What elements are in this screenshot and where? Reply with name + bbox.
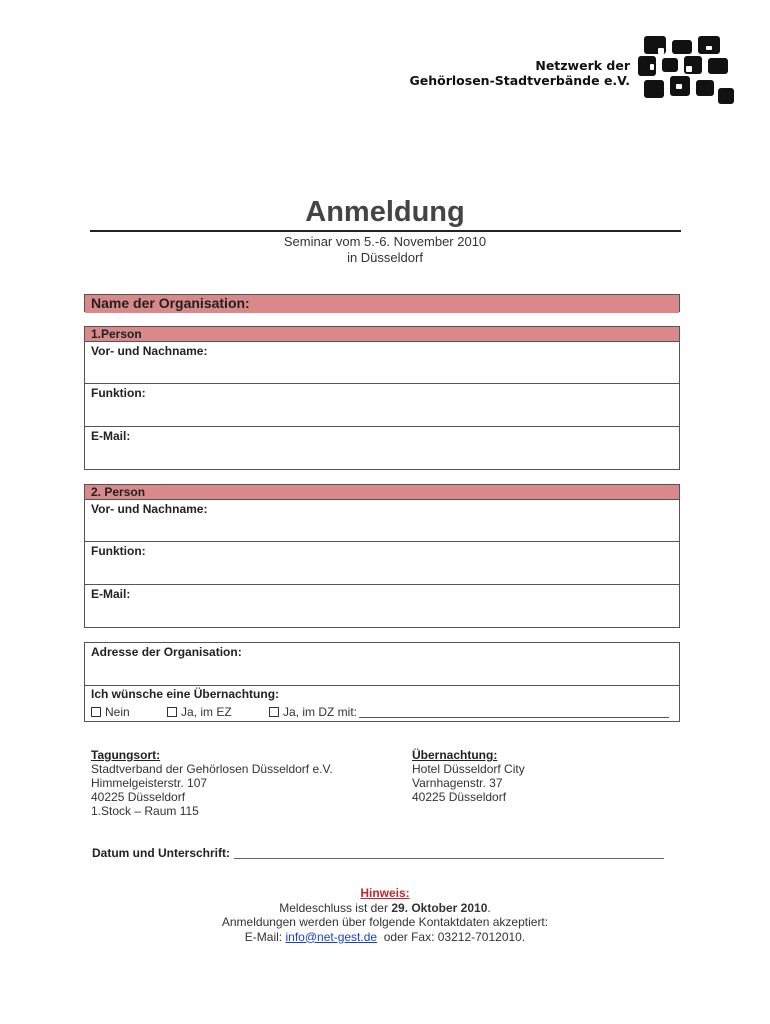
signature-label: Datum und Unterschrift: xyxy=(92,846,230,860)
option-double-room-label: Ja, im DZ mit: xyxy=(283,705,357,719)
checkbox-icon[interactable] xyxy=(269,707,279,717)
option-double-room[interactable] xyxy=(269,705,669,719)
organization-name xyxy=(410,58,631,88)
address-section xyxy=(84,642,680,722)
option-no[interactable] xyxy=(91,705,130,719)
person-2-email-field[interactable] xyxy=(85,585,679,627)
venue-info xyxy=(91,748,333,818)
person-1-email-label: E-Mail: xyxy=(91,429,131,443)
venue-line: 40225 Düsseldorf xyxy=(91,790,186,804)
person-1-email-field[interactable] xyxy=(85,427,679,469)
address-label: Adresse der Organisation: xyxy=(91,645,242,659)
contact-details: E-Mail: info@net-gest.de oder Fax: 03212-7012010. xyxy=(244,929,526,944)
address-field[interactable] xyxy=(85,643,679,686)
person-1-name-label: Vor- und Nachname: xyxy=(91,344,208,358)
signature-line[interactable] xyxy=(234,848,664,859)
network-logo xyxy=(636,34,736,106)
org-name-line-2: Gehörlosen-Stadtverbände e.V. xyxy=(409,73,630,88)
title-divider xyxy=(90,230,681,232)
hotel-line: Varnhagenstr. 37 xyxy=(412,776,503,790)
venue-line: 1.Stock – Raum 115 xyxy=(91,804,199,818)
option-single-room[interactable] xyxy=(167,705,232,719)
person-2-email-label: E-Mail: xyxy=(91,587,131,601)
person-2-function-label: Funktion: xyxy=(91,544,146,558)
venue-line: Himmelgeisterstr. 107 xyxy=(91,776,208,790)
option-no-label: Nein xyxy=(105,705,130,719)
email-link[interactable]: info@net-gest.de xyxy=(285,929,378,944)
subtitle xyxy=(90,234,680,266)
fax-info: oder Fax: 03212-7012010. xyxy=(383,929,526,944)
checkbox-icon[interactable] xyxy=(91,707,101,717)
page-title: Anmeldung xyxy=(305,196,465,228)
person-2-section xyxy=(84,484,680,628)
subtitle-line-2: in Düsseldorf xyxy=(347,250,423,265)
notice xyxy=(90,886,680,944)
hotel-line: 40225 Düsseldorf xyxy=(412,790,507,804)
person-1-name-field[interactable] xyxy=(85,342,679,384)
person-2-header: 2. Person xyxy=(85,485,679,500)
contact-line: Anmeldungen werden über folgende Kontaktdaten akzeptiert: xyxy=(221,915,549,929)
person-1-function-field[interactable] xyxy=(85,384,679,427)
hotel-line: Hotel Düsseldorf City xyxy=(412,762,525,776)
org-name-line-1: Netzwerk der xyxy=(535,58,630,73)
subtitle-line-1: Seminar vom 5.-6. November 2010 xyxy=(283,234,487,249)
option-single-room-label: Ja, im EZ xyxy=(181,705,232,719)
person-2-name-label: Vor- und Nachname: xyxy=(91,502,208,516)
organisation-name-label: Name der Organisation: xyxy=(85,295,679,313)
venue-heading: Tagungsort: xyxy=(91,748,161,762)
person-2-name-field[interactable] xyxy=(85,500,679,542)
organisation-name-box xyxy=(84,294,680,312)
hotel-heading: Übernachtung: xyxy=(412,748,498,762)
checkbox-icon[interactable] xyxy=(167,707,177,717)
venue-line: Stadtverband der Gehörlosen Düsseldorf e.V. xyxy=(91,762,333,776)
notice-heading: Hinweis: xyxy=(360,886,410,900)
hotel-info xyxy=(412,748,525,804)
overnight-label: Ich wünsche eine Übernachtung: xyxy=(91,687,280,701)
deadline-line: Meldeschluss ist der 29. Oktober 2010. xyxy=(279,900,491,915)
overnight-options xyxy=(85,703,679,721)
double-room-partner-line[interactable] xyxy=(359,707,669,718)
person-1-section xyxy=(84,326,680,470)
deadline-date: 29. Oktober 2010 xyxy=(391,900,488,915)
person-1-header: 1.Person xyxy=(85,327,679,342)
person-2-function-field[interactable] xyxy=(85,542,679,585)
signature-row xyxy=(92,846,664,860)
person-1-function-label: Funktion: xyxy=(91,386,146,400)
